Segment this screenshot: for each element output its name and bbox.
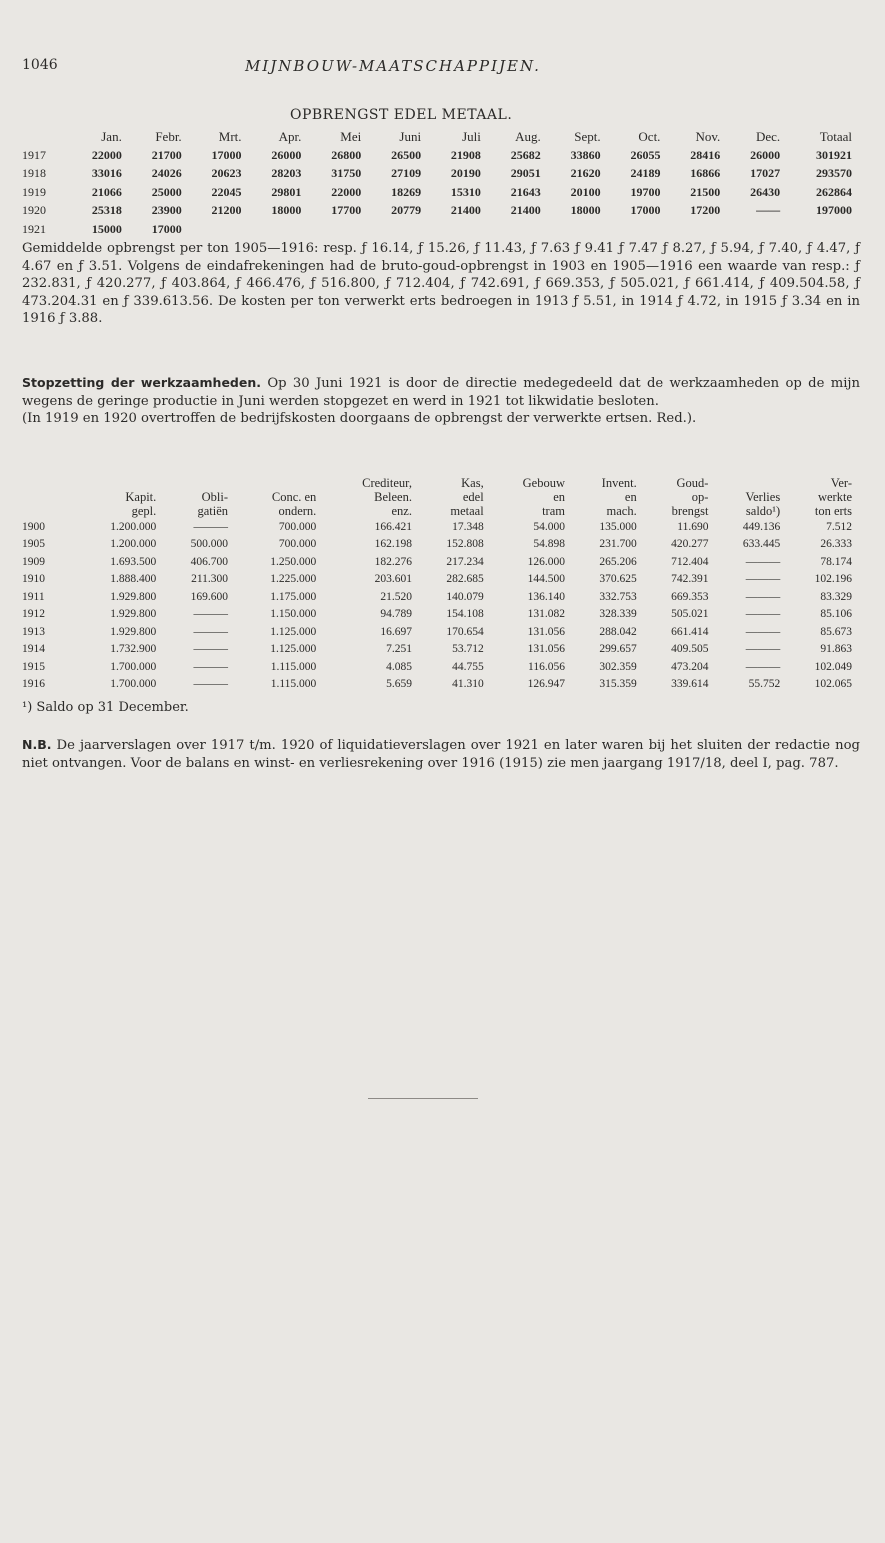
row-year: 1911 bbox=[22, 590, 45, 603]
table-cell: 265.206 bbox=[599, 555, 637, 568]
table-cell: 28416 bbox=[690, 147, 721, 162]
column-header-year bbox=[22, 476, 68, 518]
row-year: 1912 bbox=[22, 608, 45, 621]
table-cell: 231.700 bbox=[599, 538, 637, 551]
table-row bbox=[22, 518, 852, 536]
footnote: ¹) Saldo op 31 December. bbox=[22, 700, 189, 715]
table-cell: 302.359 bbox=[599, 660, 637, 673]
row-year: 1914 bbox=[22, 643, 45, 656]
table-cell: 18000 bbox=[570, 203, 601, 218]
table-cell: ——— bbox=[745, 555, 781, 568]
column-header-line: edel bbox=[462, 490, 484, 504]
table-cell: 136.140 bbox=[527, 590, 565, 603]
table-row bbox=[22, 641, 852, 659]
table-cell: 1.700.000 bbox=[110, 678, 157, 691]
column-header-line: Obli- bbox=[201, 490, 229, 504]
column-header bbox=[316, 476, 412, 518]
table-cell: 21620 bbox=[570, 166, 601, 181]
table-cell: ——— bbox=[745, 573, 781, 586]
table-cell: 15000 bbox=[91, 221, 122, 236]
table-cell: 315.359 bbox=[599, 678, 637, 691]
table-cell: 21700 bbox=[151, 147, 182, 162]
table-cell: 27109 bbox=[391, 166, 422, 181]
column-header-line: Kapit. bbox=[125, 490, 157, 504]
column-header: Apr. bbox=[278, 129, 302, 144]
row-year: 1916 bbox=[22, 678, 45, 691]
table-cell: 1.250.000 bbox=[270, 555, 317, 568]
column-header-line: Goud- bbox=[676, 476, 709, 490]
column-header-line: op- bbox=[691, 490, 709, 504]
column-header bbox=[708, 476, 780, 518]
column-header-line: Invent. bbox=[601, 476, 637, 490]
table-cell: 700.000 bbox=[278, 538, 317, 551]
column-header-line: Ver- bbox=[830, 476, 852, 490]
table-cell: 19700 bbox=[630, 184, 661, 199]
table-cell: 669.353 bbox=[671, 590, 709, 603]
table-cell: 44.755 bbox=[452, 660, 484, 673]
nb-paragraph bbox=[22, 736, 860, 772]
column-header: Nov. bbox=[695, 129, 721, 144]
table-cell: 131.082 bbox=[527, 608, 565, 621]
cessation-text: Op 30 Juni 1921 is door de directie medegedeeld dat de werkzaamheden op de mijn wegens de geringe productie in Juni werden stopgezet en werd in 1921 tot likwidatie besloten. bbox=[22, 376, 860, 409]
table-cell: ——— bbox=[193, 625, 229, 638]
table-cell: 162.198 bbox=[374, 538, 412, 551]
table-cell: 25318 bbox=[91, 203, 122, 218]
table-cell: 21643 bbox=[510, 184, 541, 199]
table-cell: 102.196 bbox=[814, 573, 852, 586]
table-row bbox=[22, 658, 852, 676]
cessation-heading: Stopzetting der werkzaamheden. bbox=[22, 375, 262, 390]
table-cell: 1.225.000 bbox=[270, 573, 317, 586]
table-cell: 23900 bbox=[151, 203, 182, 218]
table-cell: 262864 bbox=[816, 184, 852, 199]
table-cell: 20190 bbox=[450, 166, 481, 181]
table-cell: 78.174 bbox=[820, 555, 852, 568]
table-cell: 53.712 bbox=[452, 643, 484, 656]
row-year: 1918 bbox=[22, 166, 46, 181]
table-cell: 55.752 bbox=[748, 678, 781, 691]
table-cell: 17.348 bbox=[452, 520, 484, 533]
row-year: 1900 bbox=[22, 520, 45, 533]
column-header-line: Kas, bbox=[461, 476, 484, 490]
row-year: 1915 bbox=[22, 660, 45, 673]
column-header-line: Verlies bbox=[745, 490, 781, 504]
production-table bbox=[22, 128, 852, 239]
table-cell: 170.654 bbox=[446, 625, 484, 638]
column-header-line: Gebouw bbox=[522, 476, 565, 490]
table-cell: 449.136 bbox=[742, 520, 781, 533]
table-cell: 406.700 bbox=[190, 555, 229, 568]
table-cell: 211.300 bbox=[191, 573, 229, 586]
table-cell: 1.125.000 bbox=[270, 643, 317, 656]
row-year: 1917 bbox=[22, 147, 46, 162]
table-row bbox=[22, 220, 852, 239]
row-year: 1909 bbox=[22, 555, 45, 568]
table-cell bbox=[601, 220, 661, 239]
table-cell: 25682 bbox=[510, 147, 541, 162]
table-cell: 102.049 bbox=[814, 660, 852, 673]
table-row bbox=[22, 588, 852, 606]
table-row bbox=[22, 606, 852, 624]
column-header: Sept. bbox=[574, 129, 601, 144]
table-cell: 21500 bbox=[690, 184, 721, 199]
table-cell: 742.391 bbox=[671, 573, 709, 586]
table-cell: 26055 bbox=[630, 147, 661, 162]
row-year: 1919 bbox=[22, 184, 46, 199]
table-cell: 182.276 bbox=[374, 555, 412, 568]
table-cell: 25000 bbox=[151, 184, 182, 199]
table-cell: 144.500 bbox=[527, 573, 565, 586]
table-cell: 1.125.000 bbox=[270, 625, 317, 638]
table-cell bbox=[182, 220, 242, 239]
table-cell: 21066 bbox=[91, 184, 122, 199]
table-cell: ——— bbox=[745, 660, 781, 673]
table-cell: ——— bbox=[193, 643, 229, 656]
running-title: MIJNBOUW-MAATSCHAPPIJEN. bbox=[245, 57, 541, 75]
table-cell: 1.115.000 bbox=[270, 678, 317, 691]
table-cell: 15310 bbox=[450, 184, 481, 199]
table-cell: 21400 bbox=[450, 203, 481, 218]
table-cell: ——— bbox=[193, 520, 229, 533]
table-cell: 26000 bbox=[750, 147, 781, 162]
table-cell: 420.277 bbox=[671, 538, 709, 551]
table-cell: 473.204 bbox=[671, 660, 709, 673]
table-cell: 24189 bbox=[630, 166, 661, 181]
column-header-line: metaal bbox=[450, 504, 484, 518]
table-cell: 500.000 bbox=[190, 538, 229, 551]
table-cell: 126.947 bbox=[527, 678, 565, 691]
table-cell: 31750 bbox=[331, 166, 362, 181]
table-cell: 20100 bbox=[570, 184, 601, 199]
table-cell: 299.657 bbox=[599, 643, 637, 656]
column-header-line: Crediteur, bbox=[362, 476, 412, 490]
table-row bbox=[22, 553, 852, 571]
table-cell: 17700 bbox=[331, 203, 362, 218]
table-cell: 169.600 bbox=[190, 590, 229, 603]
table-cell: 17000 bbox=[151, 221, 182, 236]
column-header-line: tram bbox=[542, 504, 565, 518]
table-cell: 21.520 bbox=[380, 590, 412, 603]
nb-text: De jaarverslagen over 1917 t/m. 1920 of liquidatieverslagen over 1921 en later waren bij het sluiten der redactie nog niet ontvangen. Voor de balans en winst- en verliesrekening over 1916 (1915) zie men jaargang 1917/18, deel I, pag. 787. bbox=[22, 738, 860, 771]
column-header: Juni bbox=[399, 129, 422, 144]
row-year: 1920 bbox=[22, 203, 46, 218]
row-year: 1905 bbox=[22, 538, 45, 551]
table-cell: 409.505 bbox=[671, 643, 709, 656]
table-cell: 7.251 bbox=[386, 643, 412, 656]
table-cell: 1.115.000 bbox=[270, 660, 317, 673]
table-cell: 712.404 bbox=[671, 555, 709, 568]
table-cell: 5.659 bbox=[386, 678, 412, 691]
column-header-line: en bbox=[553, 490, 565, 504]
table-cell: 18269 bbox=[391, 184, 422, 199]
table-cell: 26800 bbox=[331, 147, 362, 162]
column-header bbox=[565, 476, 637, 518]
table-cell bbox=[481, 220, 541, 239]
column-header-line: gepl. bbox=[131, 504, 157, 518]
table-cell: 370.625 bbox=[599, 573, 637, 586]
column-header-line: Conc. en bbox=[271, 490, 317, 504]
table-cell: 54.000 bbox=[533, 520, 565, 533]
table-cell: ——— bbox=[193, 608, 229, 621]
table-cell: 26.333 bbox=[820, 538, 852, 551]
table-cell: 332.753 bbox=[599, 590, 637, 603]
table-cell bbox=[242, 220, 302, 239]
table-cell: 102.065 bbox=[814, 678, 852, 691]
table-cell: 1.929.800 bbox=[110, 608, 157, 621]
table-cell: 1.175.000 bbox=[270, 590, 317, 603]
column-header bbox=[228, 476, 316, 518]
table-cell: 21200 bbox=[211, 203, 242, 218]
table-cell: 26430 bbox=[750, 184, 781, 199]
table-cell: 22000 bbox=[331, 184, 362, 199]
table-cell: 17000 bbox=[630, 203, 661, 218]
table-cell: 22000 bbox=[91, 147, 122, 162]
table-cell: 20779 bbox=[391, 203, 422, 218]
table-cell bbox=[780, 220, 852, 239]
table-cell: 17000 bbox=[211, 147, 242, 162]
production-table-header bbox=[22, 128, 852, 146]
table-cell: 29051 bbox=[510, 166, 541, 181]
table-cell: 26000 bbox=[271, 147, 302, 162]
table-cell: 135.000 bbox=[599, 520, 637, 533]
row-year: 1913 bbox=[22, 625, 45, 638]
table-cell: 16866 bbox=[690, 166, 721, 181]
table-cell: 1.200.000 bbox=[110, 520, 157, 533]
table-cell bbox=[720, 220, 780, 239]
table-cell: 85.673 bbox=[820, 625, 852, 638]
table-cell: 26500 bbox=[391, 147, 422, 162]
table-cell: 1.888.400 bbox=[110, 573, 157, 586]
table-cell: 126.000 bbox=[527, 555, 565, 568]
table-cell: 282.685 bbox=[446, 573, 484, 586]
table-cell: 16.697 bbox=[380, 625, 412, 638]
column-header-line: Beleen. bbox=[374, 490, 412, 504]
table-cell: 85.106 bbox=[820, 608, 852, 621]
table-cell: 301921 bbox=[816, 147, 852, 162]
table-cell: 203.601 bbox=[374, 573, 412, 586]
table-cell: 1.732.900 bbox=[110, 643, 157, 656]
table-cell bbox=[301, 220, 361, 239]
table-cell: 22045 bbox=[211, 184, 242, 199]
table-cell: 633.445 bbox=[742, 538, 781, 551]
table-cell: 1.929.800 bbox=[110, 590, 157, 603]
table-cell: 21400 bbox=[510, 203, 541, 218]
column-header: Oct. bbox=[638, 129, 661, 144]
column-header: Aug. bbox=[515, 129, 541, 144]
table-row bbox=[22, 676, 852, 694]
row-year: 1910 bbox=[22, 573, 45, 586]
table-cell: 17027 bbox=[750, 166, 781, 181]
table-cell: 20623 bbox=[211, 166, 242, 181]
cessation-paragraph bbox=[22, 374, 860, 428]
average-yield-paragraph: Gemiddelde opbrengst per ton 1905—1916: resp. ƒ 16.14, ƒ 15.26, ƒ 11.43, ƒ 7.63 ƒ 9.41 ƒ 7.47 ƒ 8.27, ƒ 5.94, ƒ 7.40, ƒ 4.47, ƒ 4.67 en ƒ 3.51. Volgens de eindafrekeningen had de bruto-goud-opbrengst in 1903 en 1905—1916 een waarde van resp.: ƒ 232.831, ƒ 420.277, ƒ 403.864, ƒ 466.476, ƒ 516.800, ƒ 712.404, ƒ 742.691, ƒ 669.353, ƒ 505.021, ƒ 661.414, ƒ 409.504.58, ƒ 473.204.31 en ƒ 339.613.56. De kosten per ton verwerkt erts bedroegen in 1913 ƒ 5.51, in 1914 ƒ 4.72, in 1915 ƒ 3.34 en in 1916 ƒ 3.88. bbox=[22, 241, 860, 327]
table-cell: ——— bbox=[745, 625, 781, 638]
table-cell: ——— bbox=[193, 678, 229, 691]
table-cell: 1.693.500 bbox=[110, 555, 157, 568]
table-cell: 661.414 bbox=[671, 625, 709, 638]
balance-table-header bbox=[22, 476, 852, 518]
table-cell: ——— bbox=[745, 608, 781, 621]
table1-title: OPBRENGST EDEL METAAL. bbox=[290, 107, 513, 123]
table-cell: 700.000 bbox=[278, 520, 317, 533]
column-header-line: saldo¹) bbox=[745, 504, 781, 518]
column-header: Totaal bbox=[819, 129, 852, 144]
table-cell: 1.200.000 bbox=[110, 538, 157, 551]
closing-rule bbox=[368, 1098, 478, 1099]
column-header-line: werkte bbox=[817, 490, 852, 504]
table-cell: 91.863 bbox=[820, 643, 852, 656]
column-header: Mei bbox=[340, 129, 362, 144]
column-header: Juli bbox=[462, 129, 481, 144]
table-cell: 54.898 bbox=[533, 538, 565, 551]
nb-label: N.B. bbox=[22, 737, 52, 752]
table-cell: 4.085 bbox=[386, 660, 412, 673]
balance-table bbox=[22, 476, 852, 693]
table-row bbox=[22, 146, 852, 165]
table-cell bbox=[660, 220, 720, 239]
table-cell: 7.512 bbox=[826, 520, 852, 533]
column-header bbox=[484, 476, 565, 518]
column-header-line: gatiën bbox=[197, 504, 229, 518]
column-header: Dec. bbox=[755, 129, 781, 144]
table-cell: ——— bbox=[745, 590, 781, 603]
row-year: 1921 bbox=[22, 221, 46, 236]
column-header: Febr. bbox=[155, 129, 182, 144]
table-cell: 116.056 bbox=[528, 660, 565, 673]
column-header: Mrt. bbox=[218, 129, 242, 144]
table-cell bbox=[421, 220, 481, 239]
table-row bbox=[22, 165, 852, 184]
table-cell: ——— bbox=[745, 643, 781, 656]
table-cell: 328.339 bbox=[599, 608, 637, 621]
column-header-line: ondern. bbox=[278, 504, 317, 518]
column-header-line: brengst bbox=[671, 504, 709, 518]
column-header: Jan. bbox=[101, 129, 122, 144]
table-cell bbox=[361, 220, 421, 239]
column-header-line: enz. bbox=[391, 504, 412, 518]
page-number: 1046 bbox=[22, 57, 58, 73]
column-header-line: ton erts bbox=[814, 504, 852, 518]
table-cell bbox=[541, 220, 601, 239]
table-cell: —— bbox=[756, 203, 781, 218]
column-header bbox=[68, 476, 156, 518]
table-cell: ——— bbox=[193, 660, 229, 673]
table-row bbox=[22, 571, 852, 589]
table-cell: 166.421 bbox=[374, 520, 412, 533]
table-cell: 17200 bbox=[690, 203, 721, 218]
table-cell: 131.056 bbox=[527, 625, 565, 638]
table-row bbox=[22, 623, 852, 641]
column-header-line: en bbox=[624, 490, 637, 504]
column-header bbox=[156, 476, 228, 518]
table-cell: 131.056 bbox=[527, 643, 565, 656]
table-cell: 21908 bbox=[450, 147, 481, 162]
table-cell: 83.329 bbox=[820, 590, 852, 603]
table-row bbox=[22, 183, 852, 202]
column-header-line: mach. bbox=[606, 504, 637, 518]
table-cell: 1.929.800 bbox=[110, 625, 157, 638]
column-header bbox=[780, 476, 852, 518]
table-cell: 24026 bbox=[151, 166, 182, 181]
table-cell: 152.808 bbox=[446, 538, 484, 551]
table-cell: 288.042 bbox=[599, 625, 637, 638]
column-header bbox=[412, 476, 484, 518]
table-cell: 197000 bbox=[816, 203, 852, 218]
table-row bbox=[22, 536, 852, 554]
editorial-note: (In 1919 en 1920 overtroffen de bedrijfskosten doorgaans de opbrengst der verwerkte ertsen. Red.). bbox=[22, 411, 697, 427]
table-cell: 18000 bbox=[271, 203, 302, 218]
table-cell: 41.310 bbox=[452, 678, 484, 691]
table-cell: 293570 bbox=[816, 166, 852, 181]
table-cell: 1.700.000 bbox=[110, 660, 157, 673]
table-cell: 33860 bbox=[570, 147, 601, 162]
table-cell: 505.021 bbox=[671, 608, 709, 621]
table-cell: 94.789 bbox=[380, 608, 412, 621]
table-cell: 1.150.000 bbox=[270, 608, 317, 621]
table-cell: 29801 bbox=[271, 184, 302, 199]
table-cell: 154.108 bbox=[446, 608, 484, 621]
table-cell: 11.690 bbox=[677, 520, 709, 533]
table-cell: 217.234 bbox=[446, 555, 484, 568]
column-header-year bbox=[22, 128, 62, 146]
table-row bbox=[22, 202, 852, 221]
column-header bbox=[637, 476, 709, 518]
table-cell: 33016 bbox=[91, 166, 122, 181]
table-cell: 28203 bbox=[271, 166, 302, 181]
table-cell: 339.614 bbox=[671, 678, 709, 691]
table-cell: 140.079 bbox=[446, 590, 484, 603]
